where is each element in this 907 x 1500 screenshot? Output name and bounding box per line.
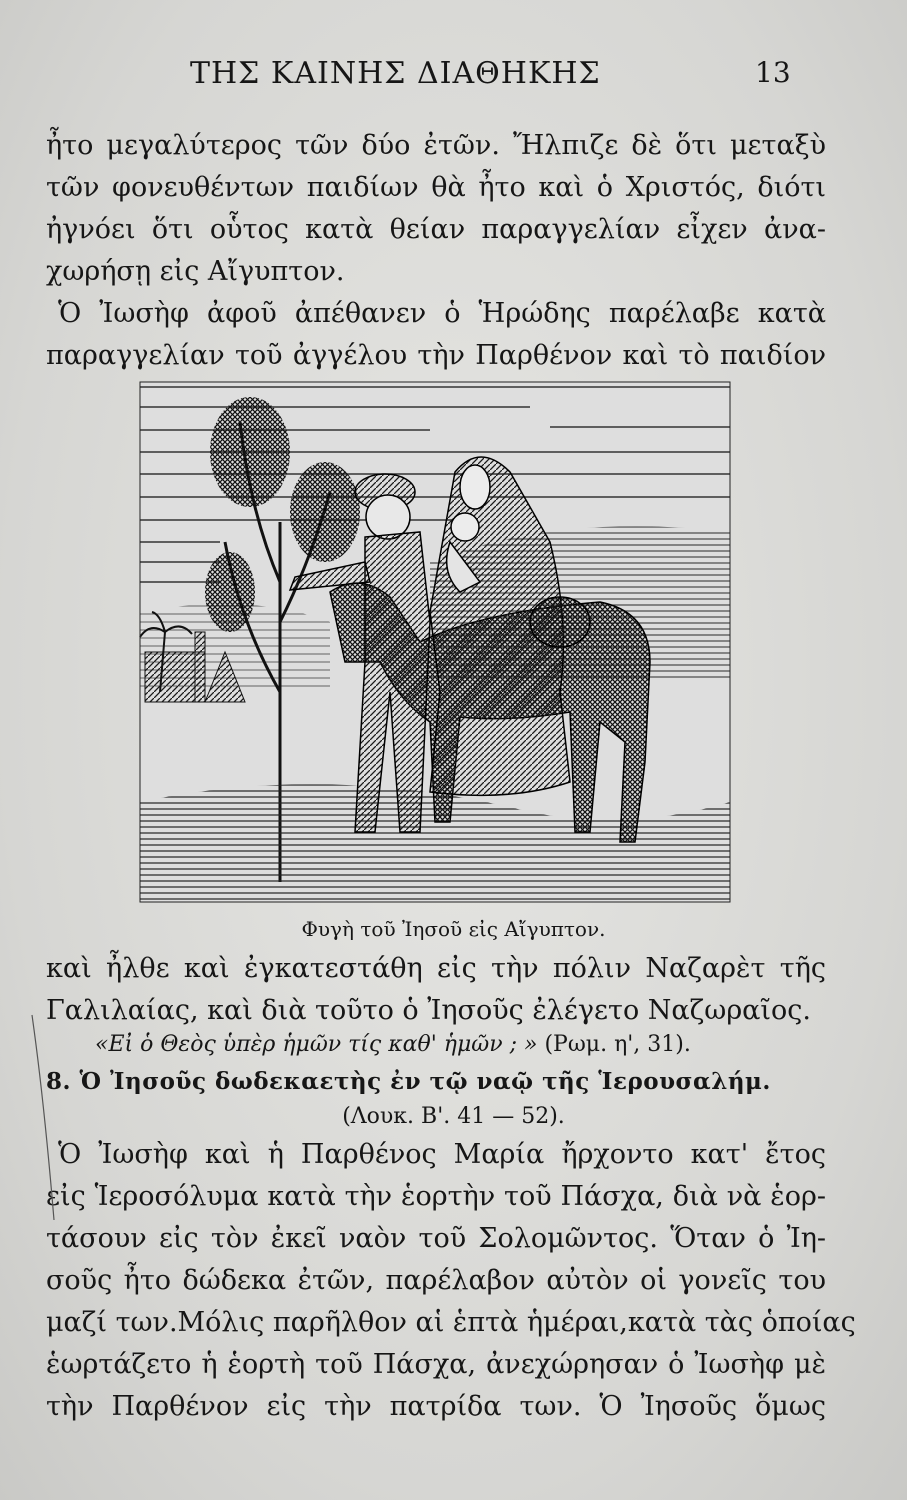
flight-into-egypt-engraving [130,362,740,910]
text-line: μαζί των.Μόλις παρῆλθον αἱ ἑπτὰ ἡμέραι,κατὰ τὰς ὁποίας [46,1307,856,1338]
paragraph-after [46,948,826,1032]
page-number: 13 [755,56,791,89]
text-line: Ὁ Ἰωσὴφ ἀφοῦ ἀπέθανεν ὁ Ἡρώδης παρέλαβε κατὰ [58,298,826,329]
section-heading: 8. Ὁ Ἰησοῦς δωδεκαετὴς ἐν τῷ ναῷ τῆς Ἱερουσαλήμ. [46,1068,771,1095]
text-line: ἑωρτάζετο ἡ ἑορτὴ τοῦ Πάσχα, ἀνεχώρησαν ὁ Ἰωσὴφ μὲ [46,1349,826,1380]
text-line: Ὁ Ἰωσὴφ καὶ ἡ Παρθένος Μαρία ἤρχοντο κατ' ἔτος [58,1139,826,1170]
illustration-caption: Φυγὴ τοῦ Ἰησοῦ εἰς Αἴγυπτον. [301,917,606,941]
header-title: ΤΗΣ ΚΑΙΝΗΣ ΔΙΑΘΗΚΗΣ [190,56,601,91]
scripture-quote [95,1027,795,1063]
text-line: τῶν φονευθέντων παιδίων θὰ ἦτο καὶ ὁ Χριστός, διότι [46,172,826,203]
quote-reference: (Ρωμ. η', 31). [544,1032,691,1057]
text-line: εἰς Ἱεροσόλυμα κατὰ τὴν ἑορτὴν τοῦ Πάσχα, διὰ νὰ ἑορ- [46,1181,826,1212]
section-reference: (Λουκ. Β'. 41 — 52). [342,1104,565,1129]
text-line: ἦτο μεγαλύτερος τῶν δύο ἐτῶν. Ἤλπιζε δὲ ὅτι μεταξὺ [46,130,826,161]
text-line: καὶ ἦλθε καὶ ἐγκατεστάθη εἰς τὴν πόλιν Ναζαρὲτ τῆς [46,953,826,984]
quote-text: «Εἰ ὁ Θεὸς ὑπὲρ ἡμῶν τίς καθ' ἡμῶν ; » [95,1032,538,1057]
text-line: σοῦς ἦτο δώδεκα ἐτῶν, παρέλαβον αὐτὸν οἱ γονεῖς του [46,1265,826,1296]
running-header [0,56,907,100]
text-line: χωρήσῃ εἰς Αἴγυπτον. [46,256,345,287]
text-line: τὴν Παρθένον εἰς τὴν πατρίδα των. Ὁ Ἰησοῦς ὅμως [46,1391,826,1422]
text-line: ἠγνόει ὅτι οὗτος κατὰ θείαν παραγγελίαν εἶχεν ἀνα- [46,214,826,245]
margin-pencil-mark [24,1010,64,1230]
text-line: Γαλιλαίας, καὶ διὰ τοῦτο ὁ Ἰησοῦς ἐλέγετο Ναζωραῖος. [46,995,811,1026]
text-line: παραγγελίαν τοῦ ἀγγέλου τὴν Παρθένον καὶ τὸ παιδίον [46,340,826,371]
text-line: τάσουν εἰς τὸν ἐκεῖ ναὸν τοῦ Σολομῶντος. Ὅταν ὁ Ἰη- [46,1223,826,1254]
paragraph-section [46,1134,856,1428]
paragraph-top [46,125,826,293]
